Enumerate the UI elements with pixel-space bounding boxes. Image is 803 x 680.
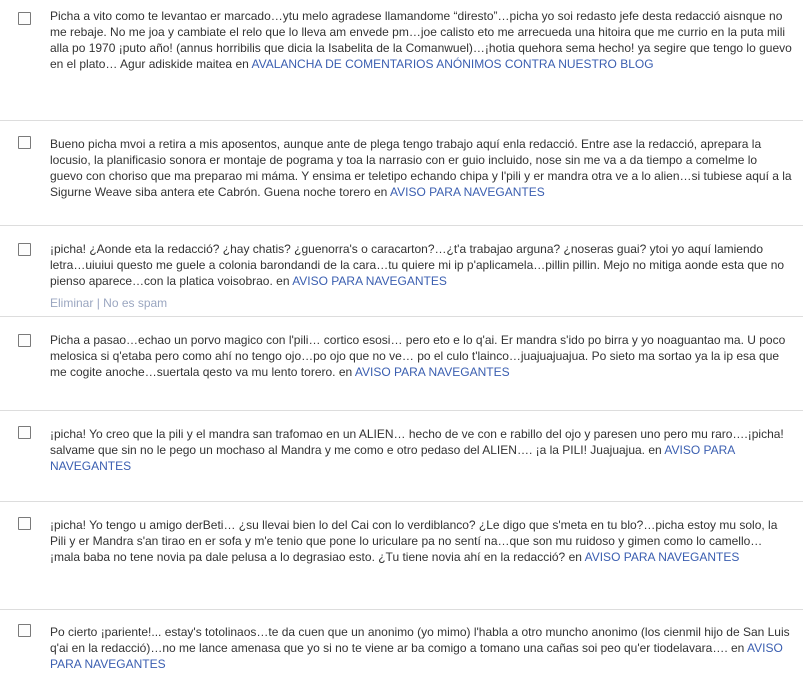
post-link[interactable]: AVISO PARA NAVEGANTES bbox=[292, 274, 447, 288]
en-label: en bbox=[568, 550, 582, 564]
select-checkbox[interactable] bbox=[18, 136, 31, 149]
comment-actions bbox=[50, 295, 167, 311]
comment-row bbox=[0, 317, 803, 411]
en-label: en bbox=[235, 57, 249, 71]
select-checkbox[interactable] bbox=[18, 517, 31, 530]
comment-body: Picha a pasao…echao un porvo magico con l'pili… cortico esosi… pero eto e lo q'ai. Er mandra s'ido po birra y yo noaguantao ma. U poco melosica si q'etaba pero como ahí no tengo ojo…po ojo que no ve… po el culo t'lainco…juajuajuajua. Po sieto ma sortao ya la ip esa que me cogite anoche…suertala qesto va mu lento torero. bbox=[50, 333, 786, 379]
en-label: en bbox=[374, 185, 388, 199]
select-checkbox[interactable] bbox=[18, 12, 31, 25]
not-spam-link[interactable]: No es spam bbox=[103, 296, 168, 310]
post-link[interactable]: AVISO PARA NAVEGANTES bbox=[50, 641, 783, 671]
post-link[interactable]: AVISO PARA NAVEGANTES bbox=[50, 443, 735, 473]
comment-text bbox=[50, 517, 792, 565]
comment-body: ¡picha! Yo creo que la pili y el mandra san trafomao en un ALIEN… hecho de ve con e rabillo del ojo y paresen uno pero mu raro….¡picha! salvame que sin no le pego un mochaso al Mandra y me como e otro pedaso del ALIEN…. ¡a la PILI! Juajuajua. bbox=[50, 427, 784, 457]
comment-text bbox=[50, 8, 792, 72]
comment-body: Bueno picha mvoi a retira a mis aposentos, aunque ante de plega tengo trabajo aquí enla redacció. Entre ase la redacció, aprepara la locusio, la planificasio sonora er montaje de pograma y toa la narrasio con er guio incluido, nose sin me va a da tiempo a comelme lo guevo con choriso que ma preparao mi máma. Y ensima er teletipo echando chipa y l'pili y er mandra otra ve a lo alien…si tubiese aquí a la Sigurne Weave siba antera ete Cabrón. Guena noche torero bbox=[50, 137, 792, 199]
select-checkbox[interactable] bbox=[18, 624, 31, 637]
post-link[interactable]: AVISO PARA NAVEGANTES bbox=[354, 365, 510, 379]
comment-body: Po cierto ¡pariente!... estay's totolinaos…te da cuen que un anonimo (yo mimo) l'habla a otro muncho anonimo (los cienmil hijo de San Luis q'ai en la redacció)…no me lance amenasa que yo si no te viene ar ba comigo a tomano una cañas soi peo qu'er tiodelavara…. bbox=[50, 625, 790, 655]
delete-link[interactable]: Eliminar bbox=[50, 296, 94, 310]
comment-body: ¡picha! ¿Aonde eta la redacció? ¿hay chatis? ¿guenorra's o caracarton?…¿t'a trabajao arguna? ¿noseras guai? ytoi yo aquí lamiendo letra…uiuiui questo me guele a colonia barondandi de la cara…tu quiere mi ip p'aplicamela…pillin pillin. Mejo no mitiga aonde esta que no pienso aparece…con la platica voisobrao. bbox=[50, 242, 785, 288]
comment-body: ¡picha! Yo tengo u amigo derBeti… ¿su llevai bien lo del Cai con lo verdiblanco? ¿Le digo que s'meta en tu blo?…picha estoy mu solo, la Pili y er Mandra s'an tirao en er sofa y m'e tenio que pone lo uriculare pa no sentí na…que son mu ruidoso y gimen como lo camello…¡mala baba no tene novia pa dale pelusa a lo degrasiao esto. ¿Tu tiene novia ahí en la redacció? bbox=[50, 518, 778, 564]
comment-body: Picha a vito como te levantao er marcado…ytu melo agradese llamandome “diresto”…picha yo soi redasto jefe desta redacció aisnque no me rebaje. No me joa y cambiate el relo que lo lleva am envede pm…joe calisto eto me arrecueda una hitoira que me currio en la puta mili alla po 1970 ¡puto año! (annus horribilis que dicia la Isabelita de la Comanwuel)…¡hotia quehora sema hecho! ya segire que tengo lo guevo en el plato… Agur adiskide maitea bbox=[50, 9, 792, 71]
comment-text bbox=[50, 426, 792, 474]
select-checkbox[interactable] bbox=[18, 243, 31, 256]
comment-text bbox=[50, 332, 792, 380]
post-link[interactable]: AVISO PARA NAVEGANTES bbox=[390, 185, 545, 199]
comment-text bbox=[50, 241, 792, 289]
select-checkbox[interactable] bbox=[18, 426, 31, 439]
comment-row bbox=[0, 502, 803, 610]
comment-text bbox=[50, 624, 792, 672]
en-label: en bbox=[648, 443, 662, 457]
comment-text bbox=[50, 136, 792, 200]
select-checkbox[interactable] bbox=[18, 334, 31, 347]
separator: | bbox=[96, 296, 100, 310]
comment-row bbox=[0, 0, 803, 121]
post-link[interactable]: AVALANCHA DE COMENTARIOS ANÓNIMOS CONTRA NUESTRO BLOG bbox=[251, 57, 654, 71]
comment-row bbox=[0, 226, 803, 317]
comment-row bbox=[0, 121, 803, 226]
comment-row bbox=[0, 411, 803, 502]
en-label: en bbox=[338, 365, 353, 379]
en-label: en bbox=[731, 641, 745, 655]
post-link[interactable]: AVISO PARA NAVEGANTES bbox=[584, 550, 740, 564]
en-label: en bbox=[276, 274, 290, 288]
